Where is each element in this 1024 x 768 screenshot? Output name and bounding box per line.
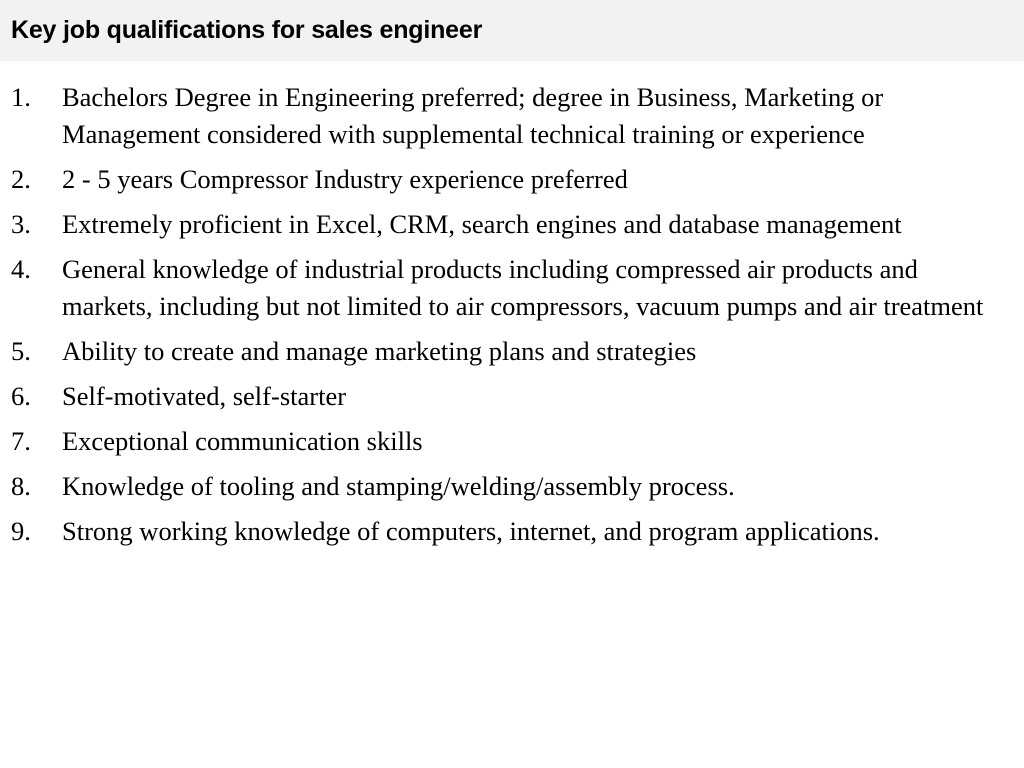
list-item-text: Exceptional communication skills bbox=[62, 426, 423, 456]
qualifications-list bbox=[11, 79, 1006, 558]
list-item bbox=[11, 513, 1006, 550]
list-item-text: Self-motivated, self-starter bbox=[62, 381, 347, 411]
list-item-number: 1. bbox=[11, 82, 31, 112]
list-item bbox=[11, 251, 1006, 325]
list-item-number: 9. bbox=[11, 516, 31, 546]
list-item-text: Strong working knowledge of computers, internet, and program applications. bbox=[62, 516, 880, 546]
list-item-text: Knowledge of tooling and stamping/welding/assembly process. bbox=[62, 471, 735, 501]
list-item-number: 3. bbox=[11, 209, 31, 239]
list-item-text: General knowledge of industrial products including compressed air products and markets, including but not limited to air compressors, vacuum pumps and air treatment bbox=[62, 254, 984, 321]
list-item-text: Bachelors Degree in Engineering preferred; degree in Business, Marketing or Management considered with supplemental technical training or experience bbox=[62, 82, 884, 149]
list-item-text: Ability to create and manage marketing plans and strategies bbox=[62, 336, 697, 366]
title-bar bbox=[0, 0, 1024, 61]
page-title: Key job qualifications for sales engineer bbox=[11, 16, 483, 44]
list-item-number: 2. bbox=[11, 164, 31, 194]
list-item-text: Extremely proficient in Excel, CRM, search engines and database management bbox=[62, 209, 902, 239]
list-item-number: 8. bbox=[11, 471, 31, 501]
list-item-number: 4. bbox=[11, 254, 31, 284]
list-item-text: 2 - 5 years Compressor Industry experience preferred bbox=[62, 164, 628, 194]
list-item-number: 7. bbox=[11, 426, 31, 456]
list-item bbox=[11, 468, 1006, 505]
list-item-number: 6. bbox=[11, 381, 31, 411]
list-item bbox=[11, 206, 1006, 243]
list-item bbox=[11, 333, 1006, 370]
list-item bbox=[11, 161, 1006, 198]
list-item bbox=[11, 378, 1006, 415]
list-item bbox=[11, 79, 1006, 153]
list-item-number: 5. bbox=[11, 336, 31, 366]
list-item bbox=[11, 423, 1006, 460]
